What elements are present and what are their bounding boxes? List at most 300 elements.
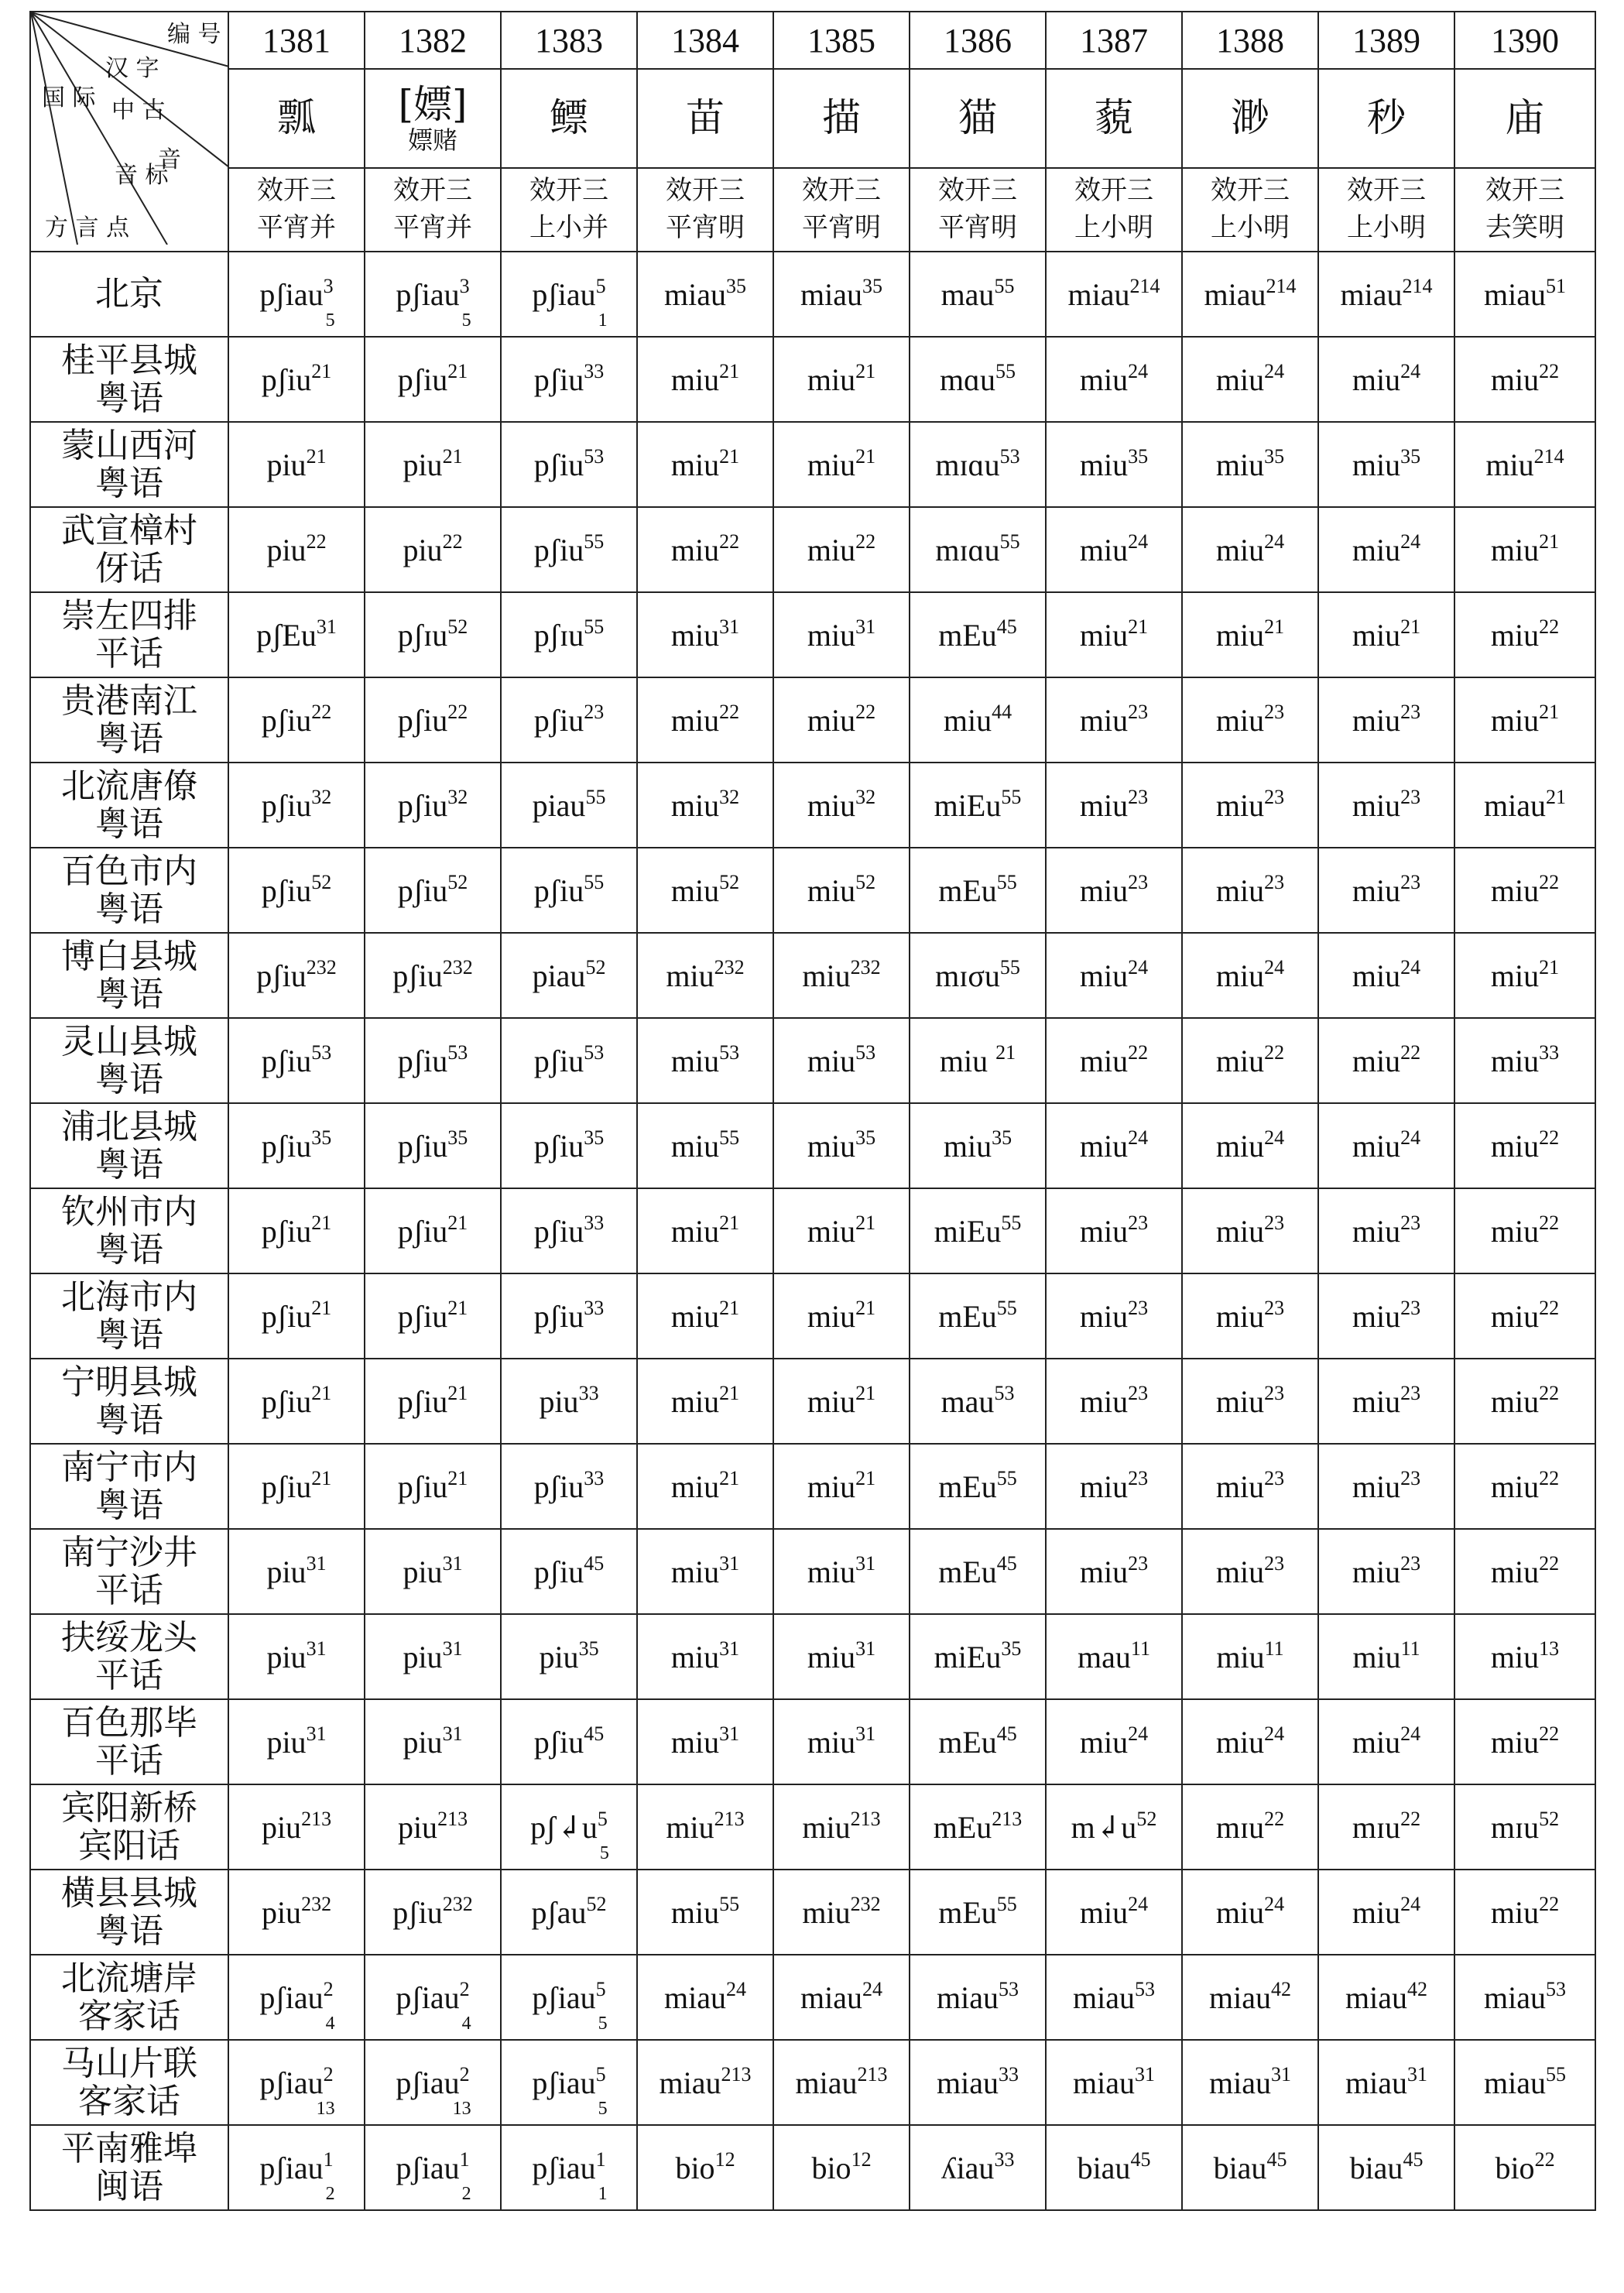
- ipa-transcription: [533, 1551, 605, 1590]
- ipa-base: pʃiu: [397, 1469, 448, 1504]
- tone-value: 55: [1545, 2062, 1566, 2086]
- pronunciation-cell: [637, 1273, 773, 1359]
- table-body: [30, 252, 1595, 2210]
- tone-value: 24: [1400, 530, 1421, 553]
- ipa-base: miu: [1490, 1128, 1540, 1164]
- pronunciation-cell: [1046, 933, 1182, 1018]
- place-name: 横县县城: [61, 1873, 197, 1913]
- ipa-transcription: [398, 702, 468, 739]
- tone-value: 12: [851, 2147, 872, 2171]
- tone-value: 21: [719, 1296, 740, 1319]
- tone-value: 31: [719, 1551, 740, 1575]
- ipa-base: pʃEu: [256, 617, 317, 653]
- ipa-transcription: [403, 444, 463, 483]
- pronunciation-cell: [773, 848, 910, 933]
- tone-value: 11: [1264, 1637, 1284, 1660]
- pronunciation-cell: [1182, 1103, 1318, 1188]
- tone-value: 24: [1264, 530, 1285, 553]
- dialect-point: [30, 1529, 228, 1614]
- pronunciation-cell: [910, 592, 1046, 677]
- middle-chinese-tone-initial: 平宵并: [257, 212, 336, 243]
- ipa-transcription: [533, 359, 605, 398]
- ipa-base: piu: [403, 1724, 443, 1760]
- ipa-transcription: [1079, 1040, 1149, 1079]
- pronunciation-cell: [1454, 1614, 1595, 1699]
- ipa-transcription: [671, 1383, 739, 1420]
- ipa-base: miau: [795, 2065, 858, 2100]
- ipa-transcription: [1352, 955, 1421, 994]
- ipa-base: miu: [1079, 1043, 1129, 1078]
- dialect-type: 宾阳话: [78, 1826, 180, 1866]
- ipa-transcription: [397, 359, 468, 398]
- ipa-transcription: [934, 787, 1022, 824]
- ipa-base: miu: [670, 1298, 720, 1334]
- tone-value: 3: [459, 274, 470, 297]
- pronunciation-cell: [501, 2040, 637, 2125]
- tone-value: 22: [311, 700, 332, 723]
- tone-value: 45: [584, 1551, 605, 1575]
- ipa-transcription: [1352, 1128, 1420, 1164]
- ipa-base: pʃiu: [533, 1469, 584, 1504]
- dialect-type: 粤语: [95, 1911, 163, 1951]
- tone-subscript: 5: [461, 310, 471, 331]
- ipa-base: miau: [664, 1979, 726, 2015]
- table-row: [30, 848, 1595, 933]
- tone-value: 232: [442, 1892, 473, 1915]
- ipa-base: miu: [1215, 1128, 1265, 1164]
- ipa-base: mEu: [938, 1554, 997, 1589]
- pronunciation-cell: [1182, 2125, 1318, 2210]
- pronunciation-cell: [773, 1273, 910, 1359]
- pronunciation-cell: [1454, 1870, 1595, 1955]
- ipa-transcription: [1215, 1466, 1285, 1505]
- ipa-base: pʃiu: [533, 1724, 584, 1760]
- ipa-base: pʃiu: [397, 872, 448, 908]
- pronunciation-cell: [1182, 1699, 1318, 1784]
- character-gloss: 嫖赌: [407, 125, 457, 156]
- ipa-base: miau: [937, 1979, 999, 2015]
- ipa-transcription: [1080, 787, 1148, 824]
- pronunciation-cell: [637, 337, 773, 422]
- pronunciation-cell: [501, 1359, 637, 1444]
- tone-value: 33: [998, 2062, 1019, 2086]
- tone-value: 2: [459, 1977, 470, 2000]
- pronunciation-cell: [1454, 2040, 1595, 2125]
- ipa-transcription: [807, 1466, 876, 1505]
- ipa-base: miu: [1215, 617, 1265, 653]
- ipa-transcription: [398, 787, 468, 824]
- pronunciation-cell: [1318, 1870, 1454, 1955]
- pronunciation-cell: [501, 422, 637, 507]
- tone-value: 55: [584, 870, 605, 893]
- pronunciation-cell: [773, 2040, 910, 2125]
- ipa-base: piu: [403, 532, 443, 567]
- pronunciation-cell: [773, 1870, 910, 1955]
- pronunciation-cell: [1182, 933, 1318, 1018]
- tone-value: 22: [1539, 1296, 1560, 1319]
- tone-value: 22: [447, 700, 468, 723]
- tone-value: 13: [1539, 1637, 1560, 1660]
- ipa-transcription: [396, 274, 471, 331]
- pronunciation-cell: [1318, 1018, 1454, 1103]
- ipa-transcription: [938, 1894, 1017, 1931]
- ipa-transcription: [1352, 1639, 1420, 1675]
- ipa-base: miEu: [934, 1213, 1002, 1249]
- place-name: 扶绥龙头: [61, 1617, 197, 1657]
- ipa-transcription: [534, 1128, 604, 1164]
- ipa-base: miau: [1204, 276, 1266, 312]
- ipa-base: piu: [266, 1639, 307, 1674]
- character-label: 瓢: [277, 95, 316, 141]
- ipa-base: miu: [807, 447, 856, 482]
- tone-value: 35: [447, 1126, 468, 1149]
- tone-value: 24: [725, 1977, 746, 2000]
- ipa-base: miu: [670, 1554, 720, 1589]
- pronunciation-cell: [910, 1870, 1046, 1955]
- corner-label-zhonggu: 中 古: [111, 97, 166, 124]
- place-name: 南宁沙井: [61, 1532, 197, 1572]
- pronunciation-cell: [1182, 1444, 1318, 1529]
- pronunciation-cell: [365, 1018, 501, 1103]
- pronunciation-cell: [1046, 1444, 1182, 1529]
- tone-value: 35: [992, 1126, 1012, 1149]
- ipa-base: miu: [807, 872, 856, 908]
- ipa-base: pʃiu: [397, 1128, 448, 1164]
- tone-value: 5: [595, 1977, 606, 2000]
- tone-value: 21: [447, 1381, 468, 1404]
- ipa-base: mɪɑu: [935, 447, 1000, 482]
- column-middle-chinese: [637, 168, 773, 252]
- ipa-transcription: [1352, 702, 1420, 739]
- ipa-base: miu: [1352, 1469, 1401, 1504]
- ipa-base: miu: [939, 1043, 996, 1078]
- pronunciation-cell: [228, 933, 365, 1018]
- pronunciation-cell: [1318, 1529, 1454, 1614]
- tone-value: 53: [999, 444, 1020, 468]
- tone-value: 35: [725, 274, 746, 297]
- tone-value: 23: [1264, 1466, 1285, 1489]
- ipa-transcription: [811, 2147, 872, 2186]
- ipa-transcription: [1079, 1551, 1149, 1590]
- ipa-base: pʃiu: [261, 1469, 312, 1504]
- pronunciation-cell: [910, 763, 1046, 848]
- ipa-transcription: [1216, 1383, 1284, 1420]
- tone-value: 232: [301, 1892, 332, 1915]
- pronunciation-cell: [773, 1359, 910, 1444]
- ipa-base: miu: [670, 617, 720, 653]
- ipa-transcription: [1491, 532, 1559, 568]
- dialect-type: 客家话: [78, 1997, 180, 2036]
- ipa-base: piu: [539, 1639, 579, 1674]
- tone-value: 24: [1400, 955, 1421, 979]
- column-character: [1318, 69, 1454, 168]
- column-middle-chinese: [773, 168, 910, 252]
- place-name: 南宁市内: [61, 1447, 197, 1487]
- dialect-point: [30, 1273, 228, 1359]
- ipa-base: piu: [261, 1809, 302, 1845]
- pronunciation-cell: [1046, 1784, 1182, 1870]
- place-name: 钦州市内: [61, 1191, 197, 1232]
- dialect-type: 粤语: [95, 1145, 163, 1184]
- pronunciation-cell: [1046, 1870, 1182, 1955]
- pronunciation-cell: [228, 677, 365, 763]
- pronunciation-cell: [773, 1955, 910, 2040]
- ipa-transcription: [396, 2147, 471, 2204]
- ipa-base: miu: [807, 1043, 856, 1078]
- ipa-transcription: [392, 1894, 472, 1931]
- tone-value: 21: [1128, 615, 1149, 638]
- pronunciation-cell: [228, 1103, 365, 1188]
- ipa-base: miau: [1484, 276, 1546, 312]
- ipa-base: miu: [1352, 787, 1401, 823]
- pronunciation-cell: [228, 848, 365, 933]
- pronunciation-cell: [637, 1359, 773, 1444]
- pronunciation-cell: [1182, 1273, 1318, 1359]
- pronunciation-cell: [637, 1955, 773, 2040]
- dialect-type: 粤语: [95, 1230, 163, 1270]
- ipa-transcription: [533, 1040, 605, 1079]
- ipa-base: pʃiu: [261, 362, 312, 397]
- ipa-base: miu: [807, 1128, 856, 1164]
- tone-value: 52: [1539, 1807, 1560, 1830]
- pronunciation-cell: [910, 252, 1046, 337]
- ipa-base: miu: [1490, 1639, 1540, 1674]
- ipa-base: miu: [1352, 872, 1401, 908]
- pronunciation-cell: [1046, 1359, 1182, 1444]
- column-character: [637, 69, 773, 168]
- tone-value: 23: [1400, 1296, 1421, 1319]
- ipa-base: mau: [940, 1383, 995, 1419]
- ipa-base: miu: [670, 872, 720, 908]
- ipa-base: pʃiau: [396, 276, 460, 312]
- dialect-type: 平话: [95, 1571, 163, 1610]
- ipa-base: pʃiu: [397, 787, 448, 823]
- header-row-characters: [30, 69, 1595, 168]
- pronunciation-cell: [1318, 763, 1454, 848]
- middle-chinese-rhyme: 效开三: [1211, 175, 1290, 207]
- tone-value: 21: [447, 1466, 468, 1489]
- pronunciation-cell: [773, 337, 910, 422]
- ipa-transcription: [807, 872, 875, 909]
- ipa-base: miau: [1073, 2065, 1135, 2100]
- pronunciation-cell: [910, 1784, 1046, 1870]
- tone-subscript: 5: [598, 2098, 608, 2119]
- place-name: 北流唐僚: [61, 766, 197, 806]
- tone-value: 55: [996, 870, 1017, 893]
- tone-value: 21: [1539, 700, 1560, 723]
- middle-chinese-rhyme: 效开三: [1347, 175, 1426, 207]
- ipa-transcription: [533, 1466, 605, 1505]
- pronunciation-cell: [1046, 677, 1182, 763]
- tone-value: 45: [584, 1722, 605, 1745]
- tone-value: 33: [994, 2147, 1015, 2171]
- ipa-transcription: [403, 1639, 462, 1675]
- tone-value: 31: [855, 1722, 876, 1745]
- ipa-transcription: [807, 787, 875, 824]
- ipa-base: miu: [670, 787, 720, 823]
- tone-value: 21: [447, 359, 468, 382]
- tone-value: 21: [1264, 615, 1285, 638]
- tone-value: 11: [1130, 1637, 1150, 1660]
- ipa-base: mEu: [938, 1298, 997, 1334]
- ipa-transcription: [671, 872, 739, 909]
- pronunciation-cell: [1046, 1699, 1182, 1784]
- pronunciation-cell: [773, 1614, 910, 1699]
- ipa-transcription: [532, 2062, 608, 2119]
- dialect-point: [30, 1188, 228, 1273]
- dialect-type: 平话: [95, 1741, 163, 1781]
- ipa-base: miu: [807, 1639, 856, 1674]
- pronunciation-cell: [1318, 1188, 1454, 1273]
- ipa-transcription: [1352, 787, 1420, 824]
- ipa-transcription: [1080, 1724, 1148, 1760]
- ipa-transcription: [1352, 1551, 1421, 1590]
- ipa-transcription: [807, 1551, 876, 1590]
- tone-value: 55: [995, 359, 1016, 382]
- table-row: [30, 1103, 1595, 1188]
- column-number: 1384: [637, 12, 773, 69]
- ipa-transcription: [944, 1128, 1012, 1164]
- table-row: [30, 933, 1595, 1018]
- ipa-transcription: [666, 1809, 744, 1846]
- ipa-transcription: [670, 1040, 740, 1079]
- tone-subscript: 4: [325, 2013, 335, 2034]
- ipa-base: biau: [1349, 2150, 1403, 2185]
- tone-value: 24: [1400, 359, 1421, 382]
- ipa-transcription: [1073, 1979, 1155, 2016]
- ipa-transcription: [1352, 1724, 1420, 1760]
- pronunciation-cell: [637, 1784, 773, 1870]
- pronunciation-cell: [501, 1444, 637, 1529]
- tone-value: 31: [855, 1551, 876, 1575]
- pronunciation-cell: [501, 933, 637, 1018]
- ipa-transcription: [403, 1724, 462, 1760]
- ipa-base: pʃiu: [261, 1213, 312, 1249]
- table-row: [30, 1359, 1595, 1444]
- ipa-base: piau: [532, 787, 586, 823]
- ipa-transcription: [1068, 276, 1160, 313]
- tone-value: 232: [714, 955, 745, 979]
- pronunciation-cell: [501, 1103, 637, 1188]
- ipa-base: pʃiu: [261, 1043, 312, 1078]
- tone-value: 23: [1128, 1211, 1149, 1234]
- tone-value: 5: [595, 274, 606, 297]
- middle-chinese-rhyme: 效开三: [1485, 175, 1564, 207]
- tone-value: 33: [584, 1211, 605, 1234]
- tone-value: 22: [1539, 1722, 1560, 1745]
- ipa-base: miau: [1484, 787, 1546, 823]
- pronunciation-cell: [1182, 1529, 1318, 1614]
- tone-value: 24: [1128, 955, 1149, 979]
- ipa-transcription: [1495, 2147, 1555, 2186]
- ipa-transcription: [1491, 1724, 1559, 1760]
- ipa-transcription: [1484, 1979, 1566, 2016]
- tone-value: 23: [1128, 700, 1149, 723]
- ipa-base: pʃiu: [397, 1383, 448, 1419]
- tone-value: 32: [855, 785, 876, 808]
- ipa-transcription: [1216, 872, 1284, 909]
- ipa-base: mɪu: [1490, 1809, 1540, 1845]
- pronunciation-cell: [773, 1018, 910, 1103]
- ipa-transcription: [671, 1128, 739, 1164]
- pronunciation-cell: [365, 1699, 501, 1784]
- ipa-base: piu: [539, 1383, 579, 1419]
- ipa-transcription: [266, 1551, 327, 1590]
- ipa-base: pʃiu: [533, 447, 584, 482]
- pronunciation-cell: [365, 1103, 501, 1188]
- ipa-base: pʃau: [531, 1894, 587, 1930]
- tone-value: 55: [719, 1892, 740, 1915]
- ipa-base: miau: [1209, 1979, 1271, 2015]
- tone-value: 23: [1264, 870, 1285, 893]
- tone-value: 55: [1001, 1211, 1022, 1234]
- tone-value: 53: [1545, 1977, 1566, 2000]
- ipa-base: mEu: [938, 1894, 997, 1930]
- pronunciation-cell: [365, 1188, 501, 1273]
- ipa-transcription: [1080, 1894, 1148, 1931]
- ipa-transcription: [1490, 1551, 1560, 1590]
- tone-value: 31: [855, 1637, 876, 1660]
- pronunciation-cell: [637, 1018, 773, 1103]
- ipa-base: pʃiau: [532, 2065, 596, 2100]
- tone-subscript: 2: [461, 2183, 471, 2204]
- tone-value: 32: [311, 785, 332, 808]
- ipa-transcription: [802, 1894, 880, 1931]
- pronunciation-cell: [1454, 1359, 1595, 1444]
- tone-value: 24: [1128, 1126, 1149, 1149]
- table-row: [30, 1188, 1595, 1273]
- ipa-transcription: [1215, 955, 1285, 994]
- ipa-transcription: [532, 955, 606, 994]
- column-number: 1382: [365, 12, 501, 69]
- tone-value: 22: [1128, 1040, 1149, 1064]
- ipa-base: miu: [1352, 1894, 1401, 1930]
- character-label: 描: [822, 95, 861, 141]
- ipa-base: mɑu: [939, 362, 996, 397]
- ipa-base: miu: [1215, 958, 1265, 993]
- ipa-base: mau: [1078, 1639, 1131, 1674]
- ipa-transcription: [398, 1383, 468, 1420]
- tone-value: 21: [719, 444, 740, 468]
- ipa-transcription: [1352, 1894, 1420, 1931]
- tone-value: 22: [1400, 1807, 1421, 1830]
- ipa-base: miu: [1079, 1469, 1129, 1504]
- character-label: 渺: [1231, 95, 1269, 141]
- ipa-base: miu: [1079, 1213, 1129, 1249]
- ipa-transcription: [1341, 276, 1433, 313]
- dialect-type: 粤语: [95, 975, 163, 1014]
- ipa-base: pʃiu: [533, 702, 584, 738]
- tone-value: 42: [1270, 1977, 1291, 2000]
- dialect-type: 平话: [95, 1656, 163, 1695]
- ipa-base: mEu: [938, 1469, 997, 1504]
- pronunciation-cell: [1318, 252, 1454, 337]
- ipa-transcription: [261, 359, 332, 398]
- ipa-base: miu: [1079, 872, 1129, 908]
- tone-subscript: 5: [598, 2013, 608, 2034]
- tone-value: 213: [301, 1807, 332, 1830]
- dialect-point: [30, 337, 228, 422]
- ipa-transcription: [800, 276, 882, 313]
- ipa-base: miu: [1490, 702, 1540, 738]
- tone-value: 21: [311, 1381, 332, 1404]
- pronunciation-cell: [1454, 337, 1595, 422]
- ipa-base: miu: [1215, 362, 1265, 397]
- corner-label-guoji: 国 际: [42, 84, 96, 111]
- ipa-transcription: [532, 1977, 608, 2034]
- pronunciation-cell: [501, 677, 637, 763]
- pronunciation-cell: [1318, 1444, 1454, 1529]
